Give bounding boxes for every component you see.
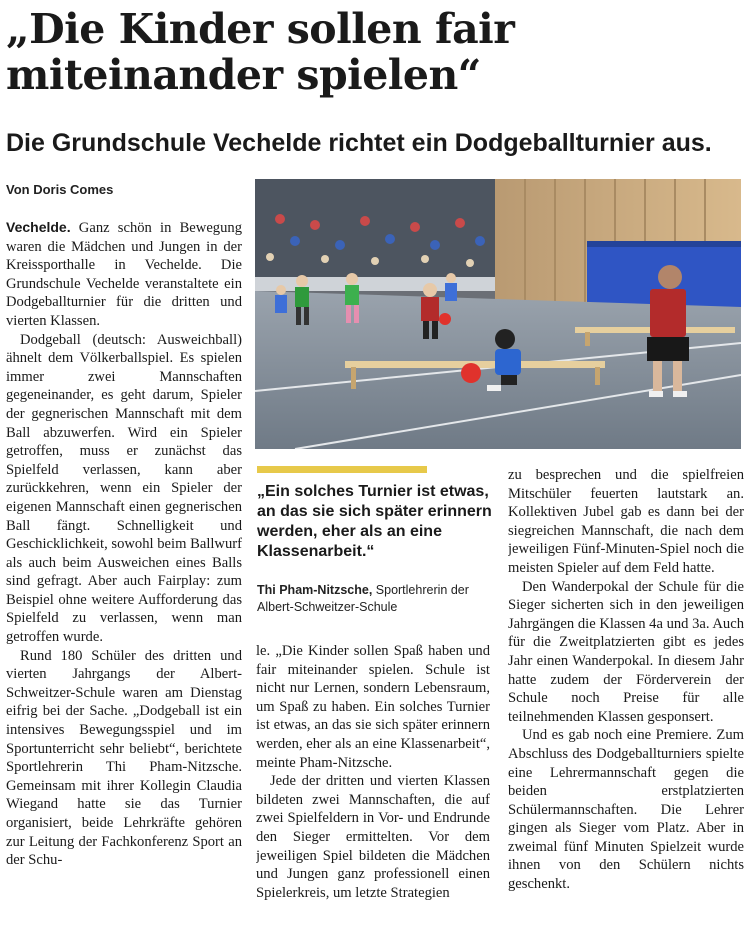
quote-accent-bar bbox=[257, 466, 427, 473]
paragraph: Den Wanderpokal der Schule für die Sieger sicherten sich in den jeweiligen Jahrgängen die Klassen 4a und 3a. Auch für die Zweitplatzierten gibt es jedes Jahr einen Wanderpokal. In diesem Jahr hatte zudem der Förderverein der Schule noch Preise für alle teilnehmenden Klassen gesponsert. bbox=[508, 578, 744, 725]
pull-quote: „Ein solches Turnier ist etwas, an das sie sich später erinnern werden, eher als an eine Klassenarbeit.“ bbox=[257, 483, 492, 560]
paragraph: zu besprechen und die spielfreien Mitschüler feuerten lautstark an. Kollektiven Jubel gab es dann bei der siegreichen Mannschaft, die nach dem jeweiligen Fünf-Minuten-Spiel noch die meisten Spieler auf dem Feld hatte. bbox=[508, 467, 744, 576]
headline bbox=[6, 6, 746, 98]
article-column-1 bbox=[6, 218, 242, 946]
byline: Von Doris Comes bbox=[6, 182, 114, 197]
article-column-3 bbox=[508, 466, 744, 946]
subheadline: Die Grundschule Vechelde richtet ein Dodgeballturnier aus. bbox=[6, 129, 712, 157]
headline-line-2: miteinander spielen“ bbox=[6, 51, 481, 99]
quote-role: Sportlehrerin der Albert-Schweitzer-Schule bbox=[257, 583, 469, 614]
article-photo bbox=[255, 179, 741, 449]
paragraph: Rund 180 Schüler des dritten und vierten Jahrgangs der Albert-Schweitzer-Schule waren am Dienstag eifrig bei der Sache. „Dodgeball ist ein intensives Bewegungsspiel und im Sportunterricht sehr beliebt“, berichtete Sportlehrerin Thi Pham-Nitzsche. Gemeinsam mit ihrer Kollegin Claudia Wiegand hatte sie das Turnier organisiert, beide Lehrkräfte gehören zur Leitung der Fachkonferenz Sport an der Schu- bbox=[6, 647, 242, 869]
article-column-2 bbox=[256, 642, 490, 946]
paragraph bbox=[6, 218, 242, 331]
quote-author: Thi Pham-Nitzsche, bbox=[257, 583, 373, 597]
paragraph: le. „Die Kinder sollen Spaß haben und fair miteinander spielen. Schule ist nicht nur Lernen, sondern Lebensraum, um Spaß zu haben. Ein solches Turnier ist etwas, an das sie sich später erinnern werden, eher als an eine Klassenarbeit“, meinte Pham-Nitzsche. bbox=[256, 643, 490, 771]
paragraph: Jede der dritten und vierten Klassen bildeten zwei Mannschaften, die auf zwei Spielfeldern in Vor- und Endrunde den Sieger ermittelten. Vor dem jeweiligen Spiel bildeten die Mädchen und Jungen ganz professionell einen Spielerkreis, um letzte Strategien bbox=[256, 773, 490, 901]
headline-line-1: „Die Kinder sollen fair bbox=[6, 5, 515, 53]
paragraph: Dodgeball (deutsch: Ausweichball) ähnelt dem Völkerballspiel. Es spielen immer zwei Mannschaften gegeneinander, es geht darum, Spieler der gegnerischen Mannschaft mit dem Ball abzuwerfen. Wird ein Spieler getroffen, muss er zunächst das Spielfeld verlassen, kann aber zurückkehren, wenn ein Spieler der eigenen Mannschaft einen gegnerischen Ball fängt. Schnelligkeit und Geschicklichkeit, sowohl beim Ballwurf als auch beim Ausweichen eines Balls sind gefragt. Aber auch Fairplay: zum Beispiel ohne weitere Aufforderung das Spielfeld zu verlassen, wenn man getroffen wurde. bbox=[6, 331, 242, 646]
dateline: Vechelde. bbox=[6, 219, 71, 235]
paragraph: Und es gab noch eine Premiere. Zum Abschluss des Dodgeballturniers spielte eine Lehrermannschaft gegen die beiden erstplatzierten Schülermannschaften. Die Lehrer gingen als Sieger vom Platz. Aber in zweimal fünf Minuten Spielzeit wurde ihnen von den Schülern nichts geschenkt. bbox=[508, 727, 744, 893]
paragraph-text: Ganz schön in Bewegung waren die Mädchen und Jungen in der Kreissporthalle in Vechelde. Die Grundschule Vechelde veranstaltete ein Dodgeballturnier für die dritten und vierten Klassen. bbox=[6, 220, 242, 329]
quote-attribution bbox=[257, 582, 493, 616]
